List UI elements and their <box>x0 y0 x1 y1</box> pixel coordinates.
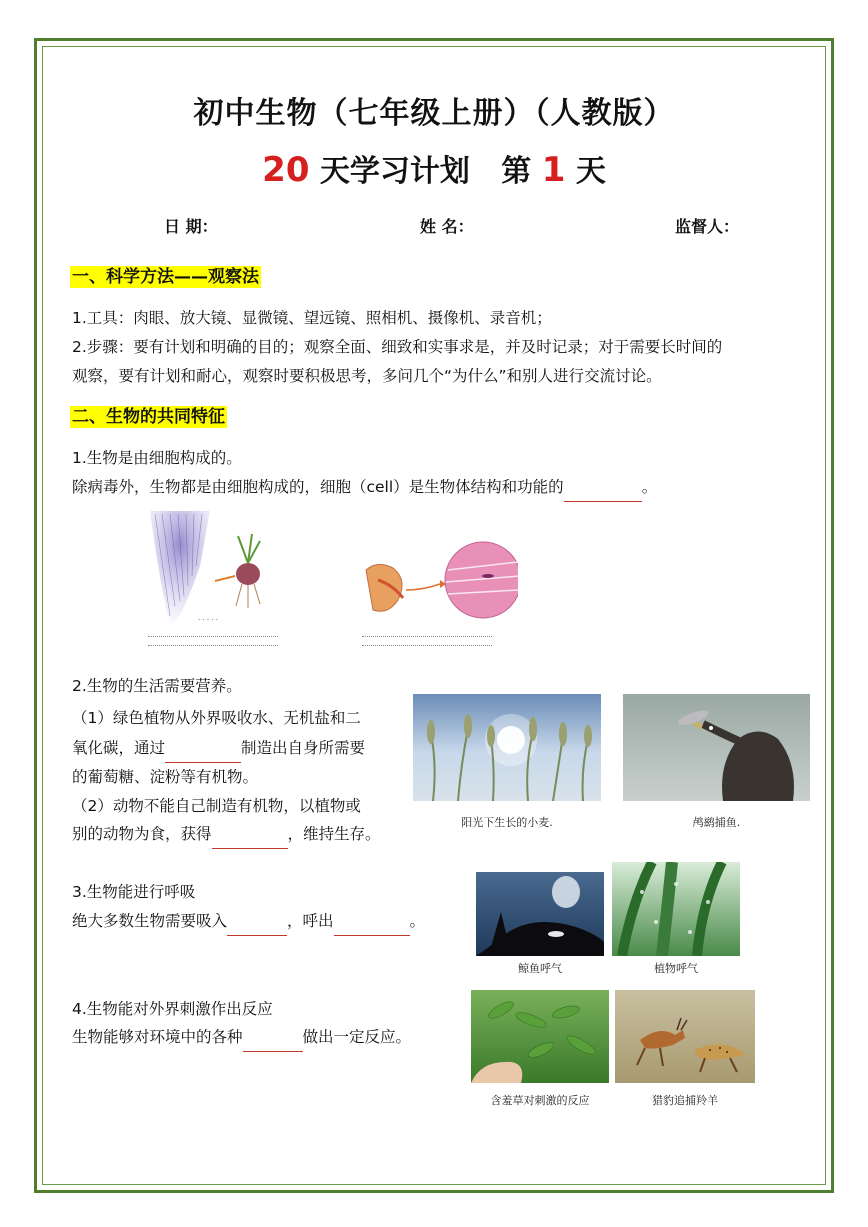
p3-end: 。 <box>409 912 426 930</box>
p2-b2 <box>72 820 412 849</box>
p2-a1: （1）绿色植物从外界吸收水、无机盐和二 <box>72 709 361 727</box>
p4-title: 4.生物能对外界刺激作出反应 <box>72 1000 273 1018</box>
p2-b2-pre: 别的动物为食，获得 <box>72 825 212 843</box>
muscle-cell-image <box>358 540 518 630</box>
day-number: 1 <box>541 150 566 190</box>
p1-title: 1.生物是由细胞构成的。 <box>72 449 242 467</box>
whale-image <box>476 872 604 956</box>
plan-text: 天学习计划 第 <box>309 154 542 189</box>
p3-blank-exhale[interactable] <box>334 915 410 936</box>
p4-post: 做出一定反应。 <box>302 1028 412 1046</box>
p1-text-body: 除病毒外，生物都是由细胞构成的，细胞（cell）是生物体结构和功能的 <box>72 478 564 496</box>
p3-mid: ，呼出 <box>287 912 334 930</box>
section2-heading-wrap <box>70 402 227 427</box>
section1-steps-cont: 观察，要有计划和耐心，观察时要积极思考，多问几个“为什么”和别人进行交流讨论。 <box>72 367 662 385</box>
p2-blank-nutrition[interactable] <box>212 828 288 849</box>
cheetah-image <box>615 990 755 1083</box>
p3-pre: 绝大多数生物需要吸入 <box>72 912 228 930</box>
section2-heading: 二、生物的共同特征 <box>72 407 225 427</box>
onion-caption-line: · · · · · <box>197 616 219 624</box>
onion-caption-lines <box>148 632 288 660</box>
p2-a2-pre: 氧化碳，通过 <box>72 739 166 757</box>
plant-breath-caption: 植物呼气 <box>654 962 698 975</box>
p2-a2-post: 制造出自身所需要 <box>241 739 366 757</box>
mimosa-caption: 含羞草对刺激的反应 <box>490 1094 590 1107</box>
p1-blank[interactable] <box>564 481 642 502</box>
plan-days-number: 20 <box>262 150 310 190</box>
p4-text <box>72 1023 472 1052</box>
onion-caption-small <box>148 616 268 624</box>
name-label: 姓 名： <box>420 217 474 236</box>
p1-text <box>72 473 812 502</box>
p2-blank-photosynthesis[interactable] <box>165 742 241 763</box>
plant-breath-image <box>612 862 740 956</box>
wheat-image <box>413 694 601 801</box>
cormorant-image <box>623 694 810 801</box>
cormorant-caption: 鸬鹚捕鱼. <box>692 816 741 829</box>
p3-blank-inhale[interactable] <box>227 915 287 936</box>
onion-cell-image <box>140 506 280 631</box>
section1-heading-wrap <box>70 262 261 287</box>
section1-steps: 2.步骤：要有计划和明确的目的；观察全面、细致和实事求是，并及时记录；对于需要长时间的 <box>72 338 723 356</box>
page-title: 初中生物（七年级上册）（人教版） <box>193 96 675 131</box>
p4-blank-stimulus[interactable] <box>243 1031 303 1052</box>
p3-title: 3.生物能进行呼吸 <box>72 883 196 901</box>
p4-pre: 生物能够对环境中的各种 <box>72 1028 243 1046</box>
p2-title: 2.生物的生活需要营养。 <box>72 677 242 695</box>
p2-a2 <box>72 734 412 763</box>
p3-text <box>72 907 472 936</box>
p2-b1: （2）动物不能自己制造有机物，以植物或 <box>72 797 361 815</box>
cheetah-caption: 猎豹追捕羚羊 <box>652 1094 718 1107</box>
mimosa-image <box>471 990 609 1083</box>
p2-a3: 的葡萄糖、淀粉等有机物。 <box>72 768 259 786</box>
section1-tools: 1.工具：肉眼、放大镜、显微镜、望远镜、照相机、摄像机、录音机； <box>72 309 552 327</box>
date-label: 日 期： <box>164 217 218 236</box>
section1-heading: 一、科学方法——观察法 <box>72 267 259 287</box>
p1-text-end: 。 <box>641 478 658 496</box>
muscle-caption-lines <box>362 632 502 660</box>
plan-title <box>0 146 868 190</box>
whale-caption: 鲸鱼呼气 <box>518 962 562 975</box>
day-suffix: 天 <box>565 154 606 189</box>
wheat-caption: 阳光下生长的小麦. <box>461 816 553 829</box>
p2-b2-post: ，维持生存。 <box>287 825 381 843</box>
supervisor-label: 监督人： <box>675 217 740 236</box>
